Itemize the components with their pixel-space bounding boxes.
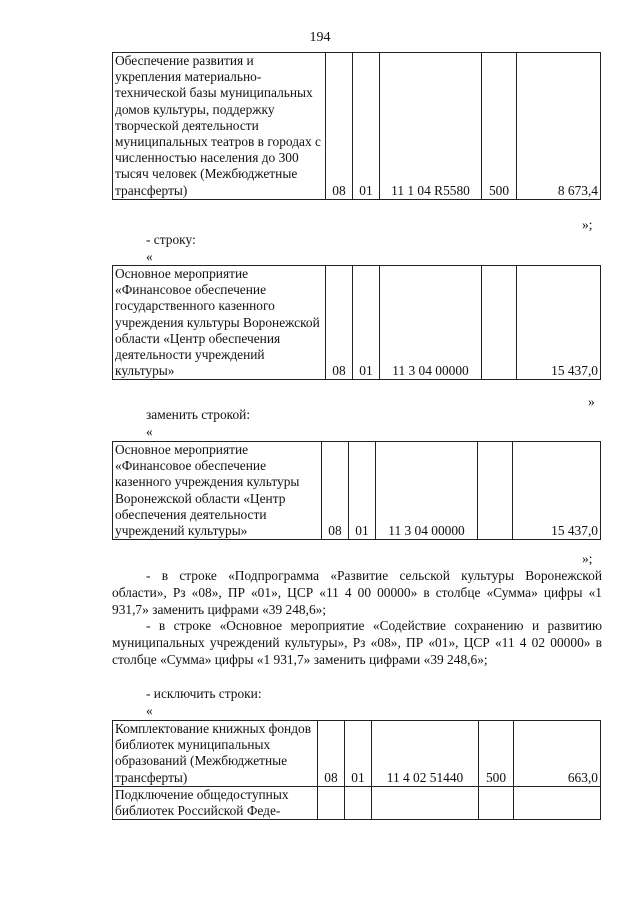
table-row — [113, 53, 601, 200]
row-rz — [318, 786, 345, 819]
row-description: Подключение общедоступных библиотек Российской Феде- — [113, 786, 318, 819]
table-row — [113, 266, 601, 380]
row-csr — [372, 786, 479, 819]
budget-table-1 — [112, 52, 601, 200]
row-description: Основное мероприятие «Финансовое обеспечение государственного казенного учреждения культуры Воронежской области «Центр обеспечения деятельности учреждений культуры» — [113, 266, 326, 380]
row-sum: 663,0 — [514, 721, 601, 787]
instruction-stroku: - строку: — [146, 232, 196, 247]
paragraph-2 — [112, 617, 602, 668]
table-row — [113, 786, 601, 819]
budget-table-4 — [112, 720, 601, 820]
row-description: Обеспечение развития и укрепления материально-технической базы муниципальных домов культуры, поддержку творческой деятельности муниципальных театров в городах с численностью населения до 300 тысяч человек (Межбюджетные трансферты) — [113, 53, 326, 200]
table-row — [113, 442, 601, 540]
paragraph-1-text: - в строке «Подпрограмма «Развитие сельской культуры Воронежской области», Рз «08», ПР «01», ЦСР «11 4 00 00000» в столбце «Сумма» цифры «1 931,7» заменить цифрами «39 248,6»; — [112, 568, 602, 617]
instruction-iskl: - исключить строки: — [146, 686, 262, 701]
row-pr: 01 — [349, 442, 376, 540]
row-pr: 01 — [353, 53, 380, 200]
row-vr — [478, 442, 513, 540]
row-sum: 15 437,0 — [517, 266, 601, 380]
row-pr — [345, 786, 372, 819]
closing-quote-3: »; — [582, 551, 593, 566]
row-vr: 500 — [479, 721, 514, 787]
row-description: Основное мероприятие «Финансовое обеспечение казенного учреждения культуры Воронежской области «Центр обеспечения деятельности учреждений культуры» — [113, 442, 322, 540]
row-csr: 11 1 04 R5580 — [380, 53, 482, 200]
row-rz: 08 — [322, 442, 349, 540]
row-csr: 11 3 04 00000 — [380, 266, 482, 380]
opening-quote-3: « — [146, 424, 153, 439]
row-csr: 11 3 04 00000 — [376, 442, 478, 540]
paragraph-1 — [112, 567, 602, 618]
table-row — [113, 721, 601, 787]
row-rz: 08 — [318, 721, 345, 787]
closing-quote-2: » — [588, 394, 595, 409]
row-rz: 08 — [326, 266, 353, 380]
opening-quote-2: « — [146, 249, 153, 264]
row-description: Комплектование книжных фондов библиотек муниципальных образований (Межбюджетные трансферты) — [113, 721, 318, 787]
row-vr: 500 — [482, 53, 517, 200]
row-vr — [482, 266, 517, 380]
row-vr — [479, 786, 514, 819]
row-sum: 15 437,0 — [513, 442, 601, 540]
row-pr: 01 — [353, 266, 380, 380]
row-sum — [514, 786, 601, 819]
closing-quote-1: »; — [582, 217, 593, 232]
instruction-zamenit: заменить строкой: — [146, 407, 251, 422]
row-csr: 11 4 02 51440 — [372, 721, 479, 787]
page-number: 194 — [309, 30, 331, 45]
paragraph-2-text: - в строке «Основное мероприятие «Содействие сохранению и развитию муниципальных учреждений культуры», Рз «08», ПР «01», ЦСР «11 4 02 00000» в столбце «Сумма» цифры «1 931,7» заменить цифрами «39 248,6»; — [112, 618, 602, 667]
row-pr: 01 — [345, 721, 372, 787]
opening-quote-4: « — [146, 703, 153, 718]
budget-table-3 — [112, 441, 601, 540]
row-sum: 8 673,4 — [517, 53, 601, 200]
row-rz: 08 — [326, 53, 353, 200]
budget-table-2 — [112, 265, 601, 380]
